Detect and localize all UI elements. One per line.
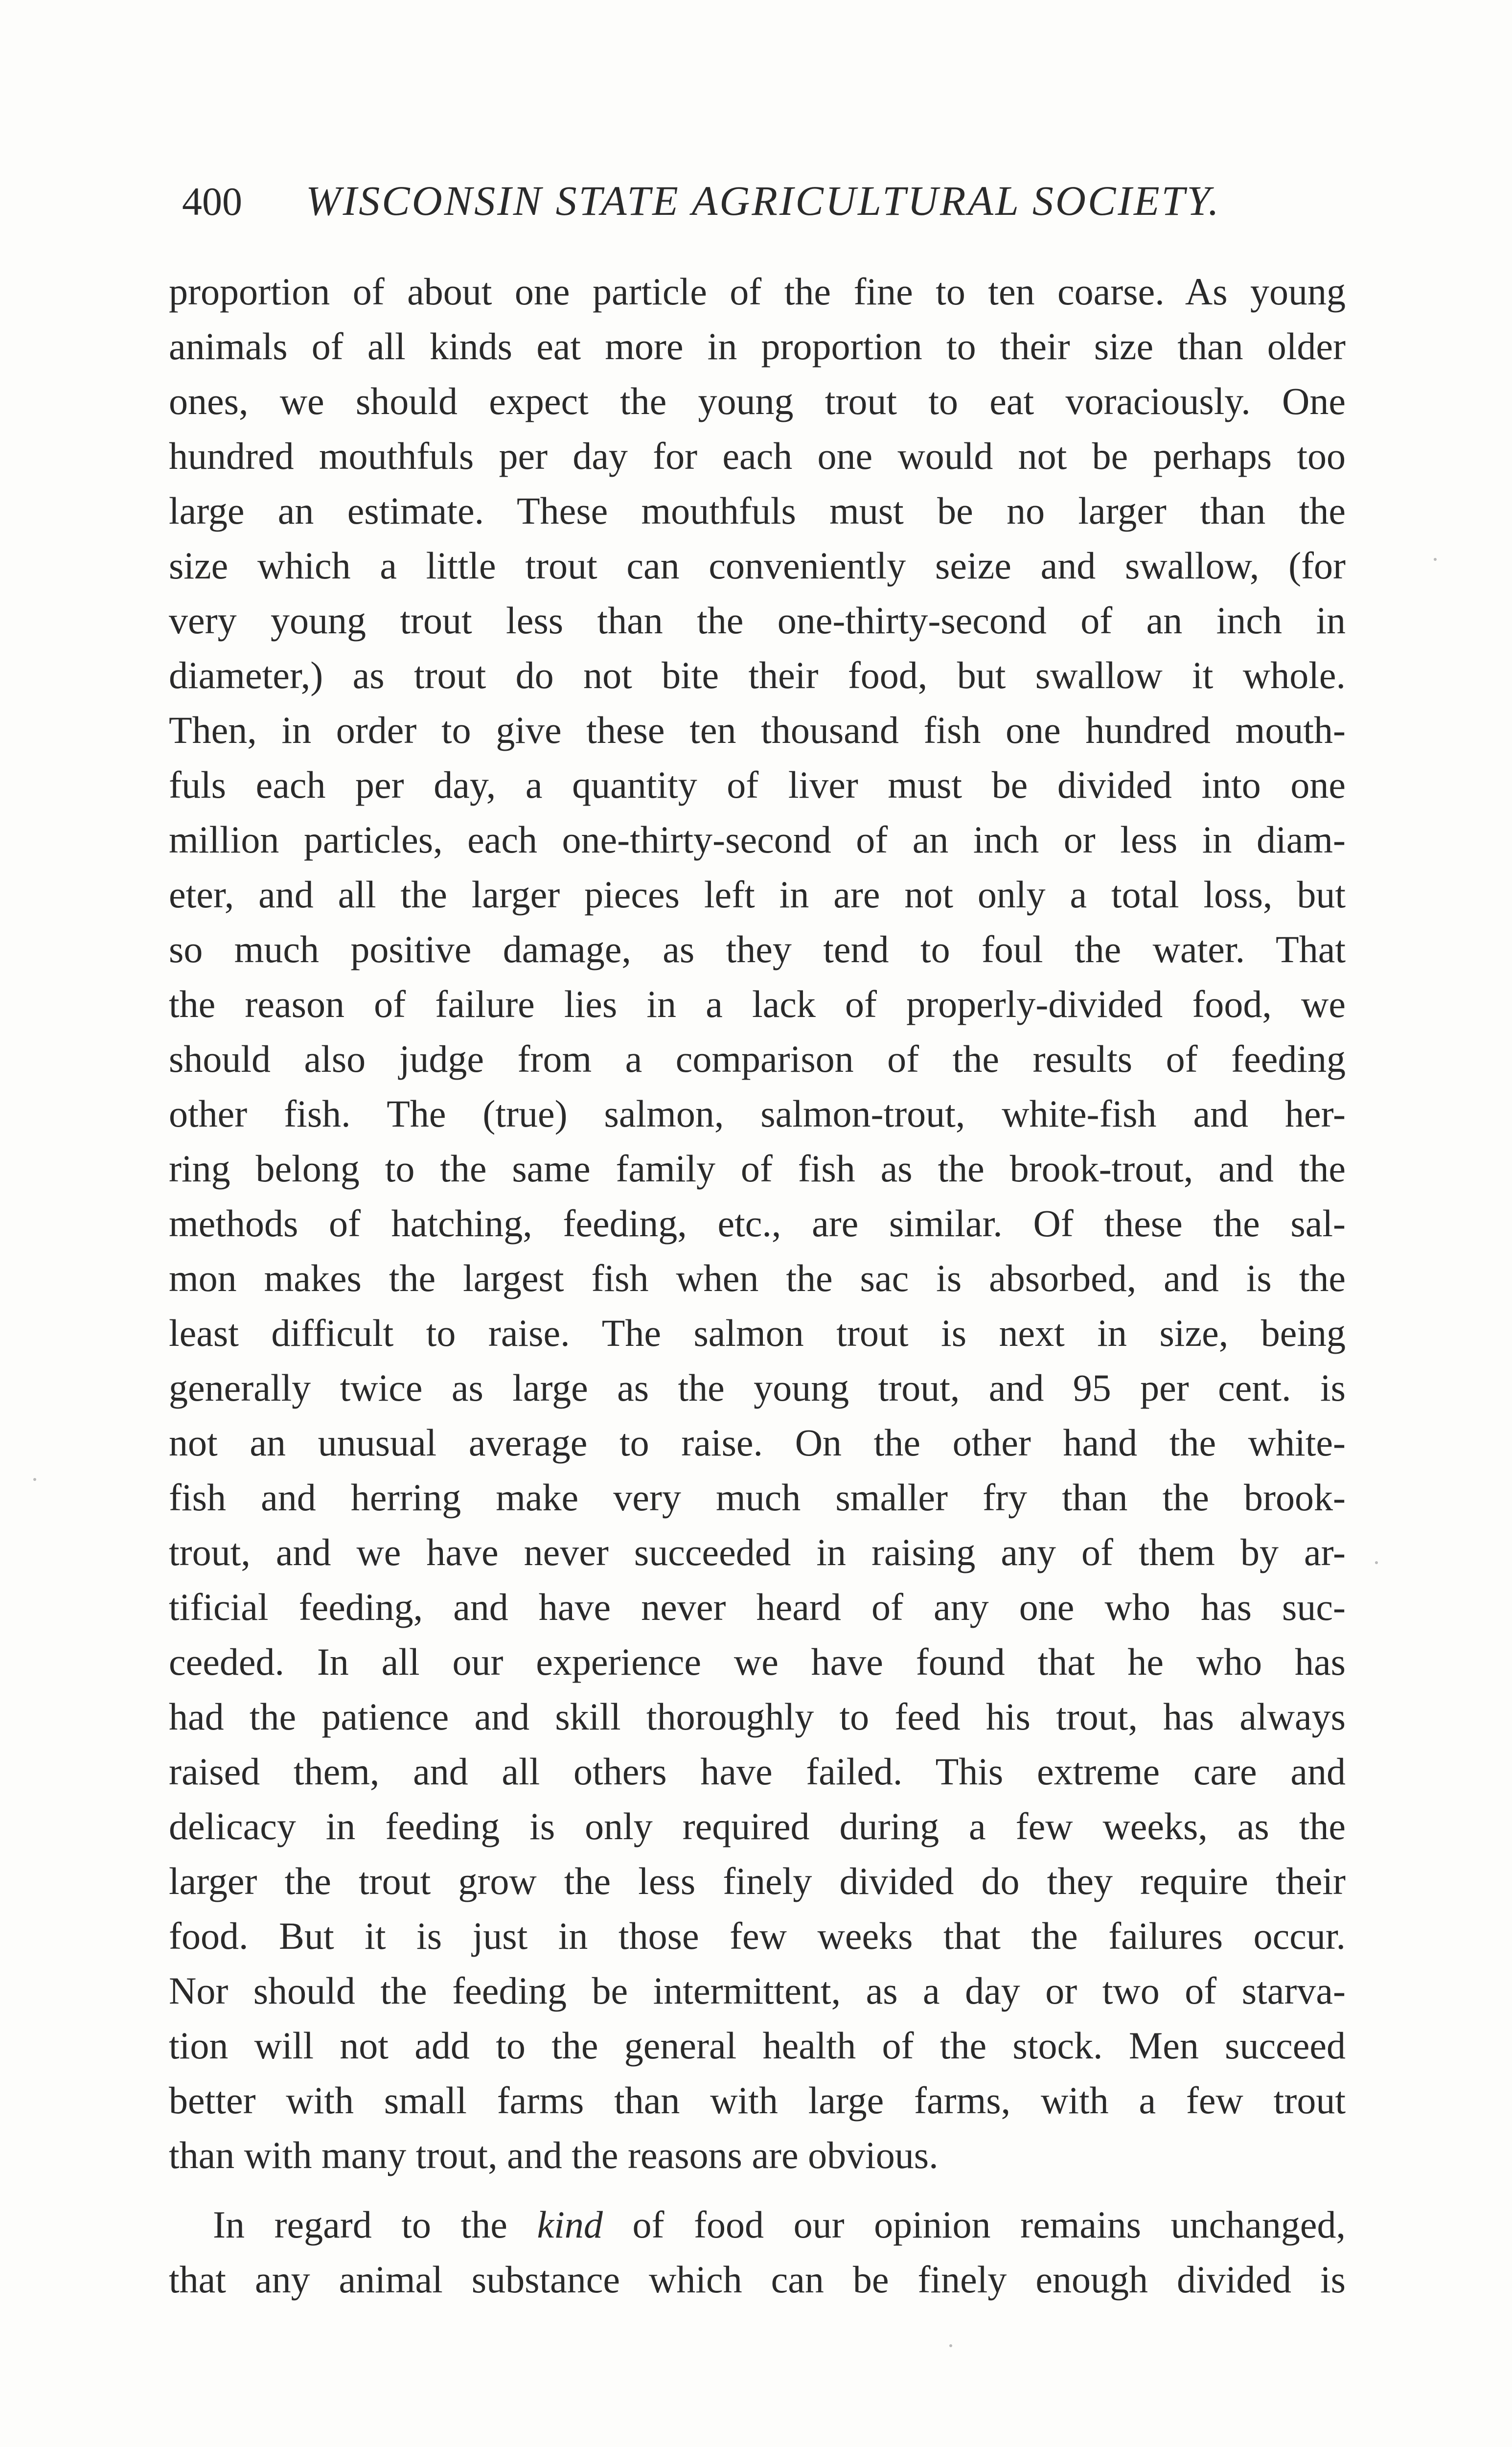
page-header <box>182 176 1337 235</box>
text-line: so much positive damage, as they tend to foul the water. That <box>169 928 1346 970</box>
text-line: methods of hatching, feeding, etc., are similar. Of these the sal- <box>169 1202 1346 1245</box>
text-line: larger the trout grow the less finely divided do they require their <box>169 1860 1346 1902</box>
text-line: fuls each per day, a quantity of liver must be divided into one <box>169 763 1346 806</box>
text-line: better with small farms than with large farms, with a few trout <box>169 2079 1346 2122</box>
text-line: hundred mouthfuls per day for each one would not be perhaps too <box>169 435 1346 477</box>
text-line: eter, and all the larger pieces left in are not only a total loss, but <box>169 873 1346 916</box>
text-line: than with many trout, and the reasons are obvious. <box>169 2134 939 2176</box>
text-line: ceeded. In all our experience we have found that he who has <box>169 1640 1346 1683</box>
text-line: had the patience and skill thoroughly to feed his trout, has always <box>169 1695 1346 1738</box>
text-line: size which a little trout can conveniently seize and swallow, (for <box>169 544 1346 587</box>
text-line: food. But it is just in those few weeks that the failures occur. <box>169 1915 1346 1957</box>
body-text <box>169 264 1346 2307</box>
italic-word: kind <box>537 2203 603 2246</box>
text-line: very young trout less than the one-thirty-second of an inch in <box>169 599 1346 642</box>
paper-speck <box>949 2344 952 2347</box>
page-number: 400 <box>182 179 242 224</box>
paper-speck <box>33 1478 36 1481</box>
text-line: ring belong to the same family of fish as the brook-trout, and the <box>169 1147 1346 1190</box>
text-line: tion will not add to the general health of the stock. Men succeed <box>169 2024 1346 2067</box>
text-line: mon makes the largest fish when the sac is absorbed, and is the <box>169 1257 1346 1299</box>
text-line: million particles, each one-thirty-second of an inch or less in diam- <box>169 818 1346 861</box>
text-line: tificial feeding, and have never heard of any one who has suc- <box>169 1586 1346 1628</box>
text-line: other fish. The (true) salmon, salmon-trout, white-fish and her- <box>169 1092 1346 1135</box>
text-line: proportion of about one particle of the fine to ten coarse. As young <box>169 270 1346 313</box>
text-line <box>169 2197 1346 2252</box>
text-line: large an estimate. These mouthfuls must be no larger than the <box>169 489 1346 532</box>
text-line: raised them, and all others have failed. This extreme care and <box>169 1750 1346 1793</box>
paragraph <box>169 264 1346 2183</box>
running-head: WISCONSIN STATE AGRICULTURAL SOCIETY. <box>306 177 1221 224</box>
text-line: animals of all kinds eat more in proportion to their size than older <box>169 325 1346 368</box>
text-line: Nor should the feeding be intermittent, as a day or two of starva- <box>169 1969 1346 2012</box>
text-line: delicacy in feeding is only required during a few weeks, as the <box>169 1805 1346 1847</box>
text-line: least difficult to raise. The salmon trout is next in size, being <box>169 1312 1346 1354</box>
paper-speck <box>1434 558 1437 561</box>
text-line: the reason of failure lies in a lack of properly-divided food, we <box>169 983 1346 1025</box>
text-span: In regard to the <box>213 2203 537 2246</box>
text-line: should also judge from a comparison of the results of feeding <box>169 1038 1346 1080</box>
text-span: of food our opinion remains unchanged, <box>602 2203 1346 2246</box>
text-line: Then, in order to give these ten thousand fish one hundred mouth- <box>169 709 1346 751</box>
text-line: ones, we should expect the young trout to eat voraciously. One <box>169 380 1346 422</box>
text-line: trout, and we have never succeeded in raising any of them by ar- <box>169 1531 1346 1573</box>
text-line: diameter,) as trout do not bite their food, but swallow it whole. <box>169 654 1346 696</box>
paragraph <box>169 2197 1346 2307</box>
text-line: that any animal substance which can be finely enough divided is <box>169 2258 1346 2301</box>
text-line: generally twice as large as the young trout, and 95 per cent. is <box>169 1366 1346 1409</box>
text-line: not an unusual average to raise. On the other hand the white- <box>169 1421 1346 1464</box>
paper-speck <box>1375 1561 1378 1564</box>
text-line: fish and herring make very much smaller fry than the brook- <box>169 1476 1346 1519</box>
